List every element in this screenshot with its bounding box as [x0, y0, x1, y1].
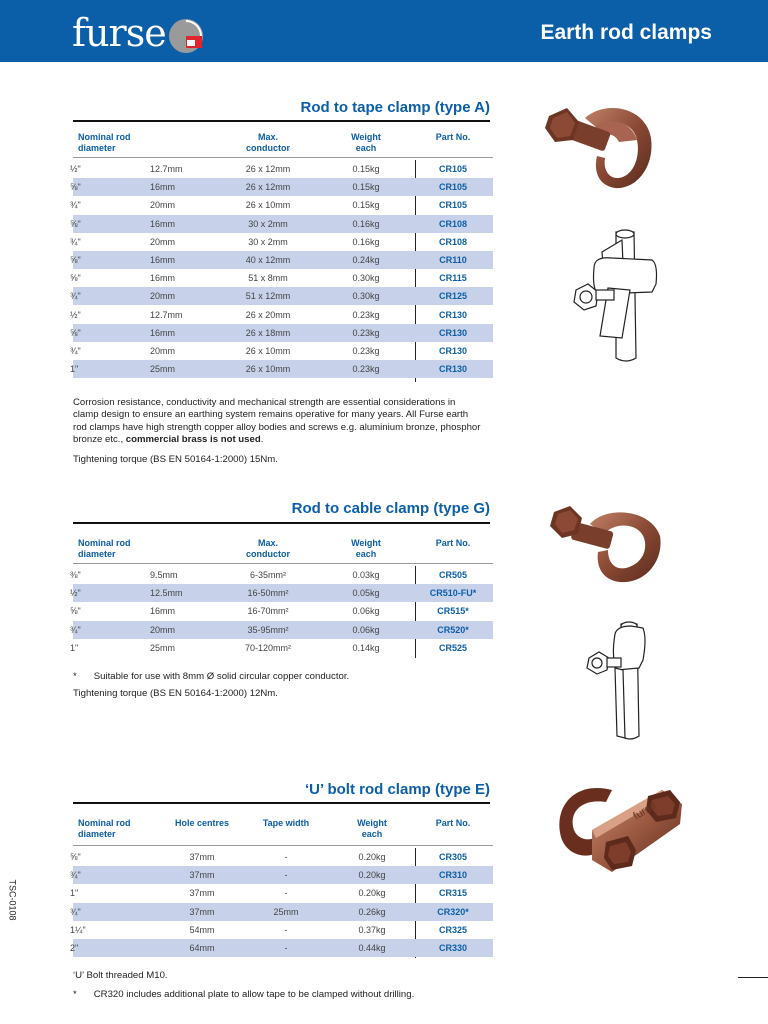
table-cell: 37mm — [189, 888, 215, 899]
part-number[interactable]: CR105 — [438, 164, 467, 174]
torque-note-a: Tightening torque (BS EN 50164-1:2000) 15Nm. — [73, 454, 278, 465]
table-row — [70, 233, 493, 251]
table-cell: 16mm — [150, 182, 176, 193]
paragraph-corrosion: Corrosion resistance, conductivity and mechanical strength are essential considerations in clamp design to ensure an earthing system remains operative for many years. All Furse earth rod clamps have high strength copper alloy bodies and screws e.g. aluminium bronze, phosphor bronze etc., commercial brass is not used. — [73, 397, 481, 446]
table-cell: 0.15kg — [352, 200, 380, 211]
table-row — [70, 306, 493, 324]
engraving-text: furse — [631, 799, 659, 823]
part-number[interactable]: CR105 — [438, 182, 467, 193]
table-cell: 25mm — [273, 906, 299, 917]
table-cell: 12.5mm — [150, 588, 183, 599]
col-head-diameter: Nominal rod diameter — [78, 538, 131, 559]
table-cell: 0.37kg — [358, 924, 386, 935]
part-number[interactable]: CR115 — [439, 273, 467, 284]
table-cell: 1" — [70, 642, 79, 653]
table-cell: 37mm — [189, 906, 215, 917]
table-cell: 0.06kg — [352, 624, 380, 635]
part-number[interactable]: CR320* — [437, 906, 469, 917]
table-cell: ½" — [70, 164, 81, 174]
table-cell: - — [284, 888, 288, 899]
table-cell: 0.23kg — [352, 327, 380, 338]
part-number[interactable]: CR525 — [438, 642, 467, 653]
edge-rule — [738, 977, 768, 978]
table-cell: 1" — [70, 364, 79, 375]
section-rule — [73, 802, 490, 804]
table-cell: 0.06kg — [352, 606, 380, 617]
table-cell: ⅝" — [70, 218, 81, 229]
part-number[interactable]: CR325 — [438, 924, 467, 935]
table-row — [70, 884, 493, 902]
header-underline — [73, 563, 493, 564]
part-number[interactable]: CR520* — [437, 624, 469, 635]
table-cell: 0.44kg — [358, 943, 386, 953]
table-cell: 51 x 12mm — [245, 291, 291, 302]
u-bolt-clamp-photo — [552, 780, 687, 890]
part-number[interactable]: CR510-FU* — [429, 588, 477, 599]
table-cell: 16mm — [150, 606, 176, 617]
table-cell: 0.23kg — [352, 346, 380, 356]
table-row — [70, 921, 493, 939]
table-cell: 26 x 10mm — [245, 364, 291, 375]
table-cell: 0.14kg — [352, 642, 380, 653]
table-cell: 37mm — [189, 870, 215, 881]
table-row — [70, 215, 493, 233]
table-cell: 20mm — [150, 236, 176, 247]
footnote-e: * CR320 includes additional plate to allow tape to be clamped without drilling. — [73, 989, 415, 1000]
col-head-diameter: Nominal rod diameter — [78, 818, 131, 839]
table-cell: ⅝" — [70, 255, 81, 265]
table-row — [70, 584, 493, 602]
section-rule — [73, 522, 490, 524]
table-cell: ⅜" — [70, 570, 81, 580]
table-row — [70, 848, 493, 866]
part-number[interactable]: CR105 — [438, 200, 467, 211]
table-cell: 1" — [70, 888, 79, 899]
table-row — [70, 287, 493, 305]
part-number[interactable]: CR130 — [438, 309, 467, 320]
note-ubolt-thread: ‘U’ Bolt threaded M10. — [73, 970, 168, 981]
table-cell: 26 x 12mm — [245, 182, 291, 193]
col-head-part: Part No. — [435, 538, 471, 548]
footnote-g: * Suitable for use with 8mm Ø solid circular copper conductor. — [73, 671, 350, 682]
table-cell: 26 x 18mm — [245, 327, 291, 338]
table-row — [70, 269, 493, 287]
table-cell: 0.20kg — [358, 870, 386, 881]
table-cell: 25mm — [150, 364, 176, 375]
table-row — [70, 621, 493, 639]
table-cell: ½" — [70, 309, 81, 320]
table-cell: 12.7mm — [150, 164, 183, 174]
table-cell: 0.16kg — [352, 218, 380, 229]
table-cell: 37mm — [189, 852, 215, 862]
cable-clamp-drawing — [585, 618, 655, 743]
table-cell: 30 x 2mm — [248, 218, 288, 229]
table-cell: 16-50mm² — [247, 588, 289, 599]
table-cell: 35-95mm² — [247, 624, 289, 635]
section-title-type-a: Rod to tape clamp (type A) — [300, 99, 490, 116]
part-number[interactable]: CR130 — [438, 346, 467, 356]
table-cell: 26 x 10mm — [245, 346, 291, 356]
section-rule — [73, 120, 490, 122]
table-cell: 0.20kg — [358, 888, 386, 899]
table-cell: 16mm — [150, 255, 176, 265]
col-head-diameter: Nominal rod diameter — [78, 132, 131, 153]
part-number[interactable]: CR130 — [438, 327, 467, 338]
table-cell: - — [284, 943, 288, 953]
table-cell: 16mm — [150, 273, 176, 284]
part-number[interactable]: CR310 — [438, 870, 467, 881]
table-cell: 26 x 20mm — [245, 309, 291, 320]
part-number[interactable]: CR108 — [438, 236, 467, 247]
col-head-conductor: Max. conductor — [246, 132, 290, 153]
table-cell: 70-120mm² — [244, 642, 291, 653]
table-cell: - — [284, 870, 288, 881]
table-cell: 0.15kg — [352, 182, 380, 193]
table-cell: 0.24kg — [352, 255, 380, 265]
table-row — [70, 196, 493, 214]
table-cell: 30 x 2mm — [248, 236, 288, 247]
table-cell: - — [284, 852, 288, 862]
col-head-weight: Weight each — [351, 538, 381, 559]
torque-note-g: Tightening torque (BS EN 50164-1:2000) 12Nm. — [73, 688, 278, 699]
brand-logo-text: furse — [72, 11, 166, 55]
table-cell: ¾" — [70, 236, 81, 247]
part-number[interactable]: CR305 — [438, 852, 467, 862]
table-cell: 54mm — [189, 924, 215, 935]
table-row — [70, 324, 493, 342]
tape-clamp-photo — [545, 98, 655, 196]
table-cell: ⅝" — [70, 852, 81, 862]
header-bar — [0, 0, 768, 62]
table-cell: 26 x 10mm — [245, 200, 291, 211]
table-cell: ½" — [70, 588, 81, 599]
col-head-weight: Weight each — [351, 132, 381, 153]
table-cell: ⅝" — [70, 327, 81, 338]
table-cell: 6-35mm² — [249, 570, 286, 580]
table-cell: 0.16kg — [352, 236, 380, 247]
col-head-part: Part No. — [435, 132, 471, 142]
table-cell: 64mm — [189, 943, 215, 953]
table-row — [70, 178, 493, 196]
table-cell: 20mm — [150, 291, 176, 302]
tape-clamp-drawing — [572, 228, 662, 368]
table-cell: ⅝" — [70, 273, 81, 284]
cable-clamp-photo — [550, 500, 665, 590]
table-cell: 12.7mm — [150, 309, 183, 320]
part-number[interactable]: CR130 — [438, 364, 467, 375]
table-cell: ⅝" — [70, 182, 81, 193]
table-cell: 16mm — [150, 327, 176, 338]
table-cell: 0.26kg — [358, 906, 386, 917]
section-title-type-e: ‘U’ bolt rod clamp (type E) — [304, 781, 490, 798]
page-title: Earth rod clamps — [540, 21, 712, 44]
table-cell: 2" — [70, 943, 79, 953]
table-cell: ¾" — [70, 346, 81, 356]
col-head-part: Part No. — [435, 818, 471, 828]
table-row — [70, 639, 493, 657]
part-number[interactable]: CR315 — [438, 888, 467, 899]
table-cell: 0.15kg — [352, 164, 380, 174]
table-cell: 20mm — [150, 624, 176, 635]
table-row — [70, 903, 493, 921]
table-cell: 26 x 12mm — [245, 164, 291, 174]
table-cell: 51 x 8mm — [248, 273, 288, 284]
table-cell: 40 x 12mm — [245, 255, 291, 265]
table-cell: 9.5mm — [150, 570, 178, 580]
part-number[interactable]: CR108 — [438, 218, 467, 229]
table-cell: ¾" — [70, 906, 81, 917]
table-cell: 0.23kg — [352, 309, 380, 320]
table-cell: 20mm — [150, 200, 176, 211]
table-row — [70, 160, 493, 178]
table-row — [70, 602, 493, 620]
table-row — [70, 939, 493, 957]
table-cell: 16mm — [150, 218, 176, 229]
header-underline — [73, 845, 493, 846]
part-number[interactable]: CR515* — [437, 606, 469, 617]
brand-logo-icon — [168, 18, 204, 54]
part-number[interactable]: CR505 — [438, 570, 467, 580]
table-cell: 1¼" — [70, 924, 86, 935]
table-row — [70, 566, 493, 584]
table-cell: ¾" — [70, 870, 81, 881]
table-row — [70, 866, 493, 884]
table-cell: 0.05kg — [352, 588, 380, 599]
section-title-type-g: Rod to cable clamp (type G) — [291, 500, 490, 517]
table-cell: 0.30kg — [352, 273, 380, 284]
header-underline — [73, 157, 493, 158]
table-cell: 0.30kg — [352, 291, 380, 302]
table-cell: 25mm — [150, 642, 176, 653]
col-head-tape-width: Tape width — [262, 818, 310, 828]
table-row — [70, 251, 493, 269]
col-head-weight: Weight each — [357, 818, 387, 839]
part-number[interactable]: CR330 — [438, 943, 467, 953]
col-head-hole-centres: Hole centres — [174, 818, 230, 828]
document-code: TSC-0108 — [7, 879, 18, 921]
part-number[interactable]: CR125 — [438, 291, 467, 302]
table-cell: ¾" — [70, 200, 81, 211]
table-cell: 0.20kg — [358, 852, 386, 862]
table-cell: ¾" — [70, 291, 81, 302]
table-row — [70, 342, 493, 360]
col-head-conductor: Max. conductor — [246, 538, 290, 559]
table-cell: 0.23kg — [352, 364, 380, 375]
table-cell: 16-70mm² — [247, 606, 289, 617]
part-number[interactable]: CR110 — [439, 255, 467, 265]
table-cell: 20mm — [150, 346, 176, 356]
table-cell: 0.03kg — [352, 570, 380, 580]
table-cell: ¾" — [70, 624, 81, 635]
table-row — [70, 360, 493, 378]
table-cell: - — [284, 924, 288, 935]
table-cell: ⅝" — [70, 606, 81, 617]
